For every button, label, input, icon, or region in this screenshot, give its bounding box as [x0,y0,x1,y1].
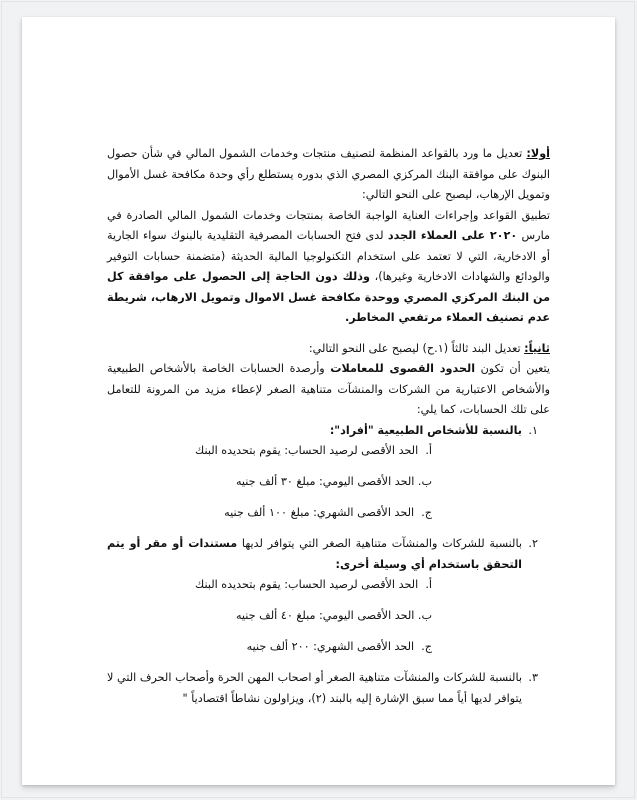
list-item-text-part1: بالنسبة للشركات والمنشآت متناهية الصغر التي يتوافر لديها [237,537,522,550]
section2-limits: الحدود القصوى للمعاملات [330,362,476,375]
section1-body [107,206,550,329]
sub-text: الحد الأقصى لرصيد الحساب: يقوم بتحديده البنك [195,444,419,457]
section1-year: ٢٠٢٠ [489,229,518,242]
sub-text: الحد الأقصى اليومي: مبلغ ٣٠ ألف جنيه [235,475,415,488]
sublist-1 [107,441,550,534]
list-item-text [107,534,522,575]
sub-letter: ج. [421,640,432,653]
section2-body [107,359,550,421]
sublist-item [107,606,432,637]
sub-text: الحد الأقصى اليومي: مبلغ ٤٠ ألف جنيه [235,609,415,622]
viewer-frame [1,1,635,798]
sublist-item [107,637,432,668]
sub-letter: ب. [417,475,432,488]
list-item-1 [107,421,550,442]
document-content [107,144,550,709]
list-item-3 [107,668,550,709]
section2-intro-text: تعديل البند ثالثاً (١.ح) ليصبح على النحو التالي: [308,341,525,355]
section1-conclusion: وذلك دون الحاجة إلى الحصول على موافقة كل من البنك المركزي المصري ووحدة مكافحة غسل الاموال وتمويل الارهاب، شريطة عدم تصنيف العملاء مرتفعي المخاطر. [107,270,550,324]
list-item-number: ٣. [528,671,538,684]
section1-new-clients: على العملاء الجدد [387,229,490,242]
section2-body-part2: وأرصدة الحسابات الخاصة بالأشخاص الطبيعية والأشخاص الاعتبارية من الشركات والمنشآت متناهية الصغر لإعطاء مزيد من المرونة للتعامل على تلك الحسابات، كما يلي: [107,362,550,416]
sub-letter: ج. [421,506,432,519]
section2-heading: ثانياً: [524,341,550,355]
sub-letter: أ. [425,444,432,457]
section1-body-part1: تطبيق القواعد وإجراءات العناية الواجبة الخاصة بمنتجات وخدمات الشمول المالي الصادرة في مارس [107,208,550,242]
section1-heading: أولا: [526,147,550,160]
sublist-item [107,503,432,534]
sublist-2 [107,575,550,668]
section1-intro [107,144,550,206]
section2-intro [107,339,550,360]
document-page [22,17,615,785]
sub-letter: ب. [417,609,432,622]
sublist-item [107,441,432,472]
section1-body-part2: لدى فتح الحسابات المصرفية التقليدية بالبنوك سواء الجارية أو الادخارية، التي لا تعتمد على استخدام التكنولوجيا المالية الحديثة (متضمنة حسابات التوفير والودائع والشهادات الادخارية وغيرها)، [107,229,550,283]
list-item-number: ٢. [528,537,538,550]
list-item-bold: مستندات أو مقر أو يتم التحقق باستخدام أي وسيلة أخرى: [107,537,522,571]
sub-text: الحد الأقصى الشهري: مبلغ ١٠٠ ألف جنيه [224,506,415,519]
sublist-item [107,575,432,606]
sublist-item [107,472,432,503]
section1-intro-text: تعديل ما ورد بالقواعد المنظمة لتصنيف منتجات وخدمات الشمول المالي في شأن حصول البنوك على موافقة البنك المركزي المصري الذي بدوره يستطلع رأي وحدة مكافحة غسل الأموال وتمويل الإرهاب، ليصبح على النحو التالي: [107,147,550,201]
sub-text: الحد الأقصى لرصيد الحساب: يقوم بتحديده البنك [195,578,419,591]
section2-body-part1: يتعين أن تكون [475,362,551,375]
list-item-number: ١. [528,423,538,437]
sub-letter: أ. [425,578,432,591]
list-item-2 [107,534,550,575]
list-item-text: بالنسبة للشركات والمنشآت متناهية الصغر أو اصحاب المهن الحرة وأصحاب الحرف التي لا يتوافر لديها أياً مما سبق الإشارة إليه بالبند (٢)، ويزاولون نشاطاً اقتصادياً " [107,671,522,705]
sub-text: الحد الأقصى الشهري: ٢٠٠ ألف جنيه [246,640,415,653]
list-item-title: بالنسبة للأشخاص الطبيعية "أفراد": [329,423,522,437]
